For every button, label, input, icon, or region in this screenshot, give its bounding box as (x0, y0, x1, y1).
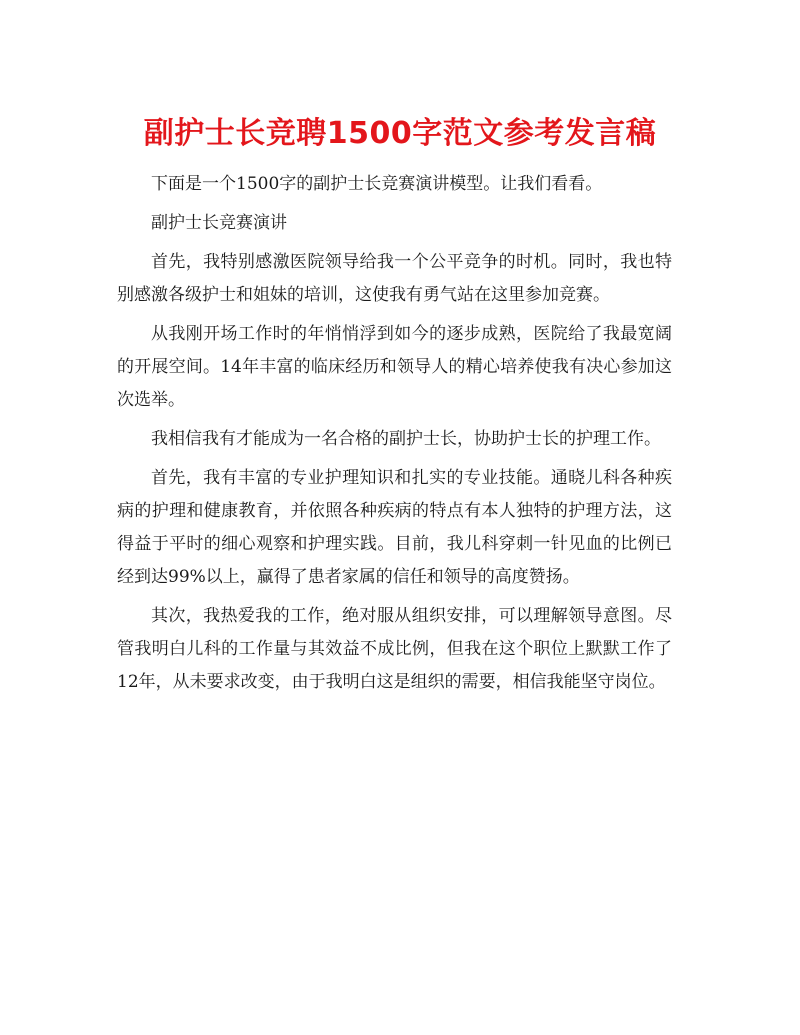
document-title: 副护士长竞聘1500字范文参考发言稿 (143, 116, 657, 151)
paragraph-thanks: 首先，我特别感激医院领导给我一个公平竞争的时机。同时，我也特别感激各级护士和姐妹的培训，这使我有勇气站在这里参加竞赛。 (117, 252, 672, 305)
paragraph-subtitle: 副护士长竞赛演讲 (151, 213, 287, 233)
document-body (117, 168, 672, 705)
paragraph-experience: 从我刚开场工作时的年悄悄浮到如今的逐步成熟，医院给了我最宽阔的开展空间。14年丰富的临床经历和领导人的精心培养使我有决心参加这次选举。 (117, 324, 672, 410)
paragraph-intro: 下面是一个1500字的副护士长竞赛演讲模型。让我们看看。 (151, 174, 603, 194)
paragraph-skills: 首先，我有丰富的专业护理知识和扎实的专业技能。通晓儿科各种疾病的护理和健康教育，并依照各种疾病的特点有本人独特的护理方法，这得益于平时的细心观察和护理实践。目前，我儿科穿刺一针见血的比例已经到达99%以上，赢得了患者家属的信任和领导的高度赞扬。 (117, 468, 672, 587)
paragraph-dedication: 其次，我热爱我的工作，绝对服从组织安排，可以理解领导意图。尽管我明白儿科的工作量与其效益不成比例，但我在这个职位上默默工作了12年，从未要求改变，由于我明白这是组织的需要，相信我能坚守岗位。 (117, 606, 672, 692)
paragraph-confidence: 我相信我有才能成为一名合格的副护士长，协助护士长的护理工作。 (151, 429, 661, 449)
